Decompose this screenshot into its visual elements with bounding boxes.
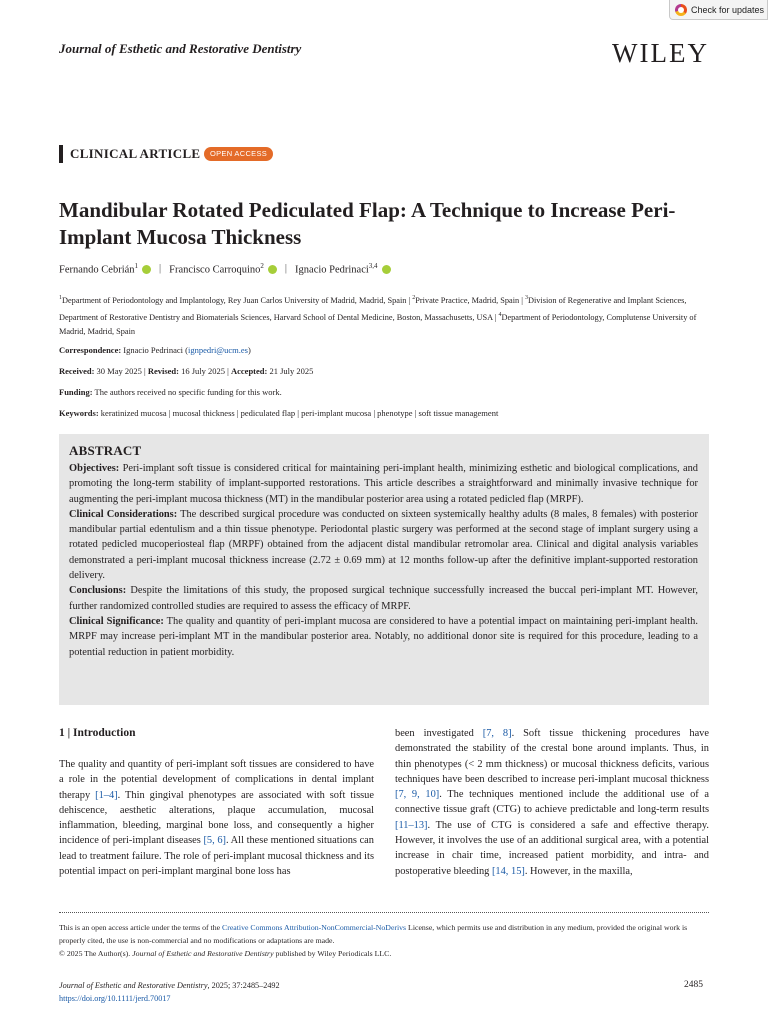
article-type-bar [59,145,63,163]
abstract-conclusions: Conclusions: Despite the limitations of this study, the proposed surgical technique successfully increased the buccal peri-implant MT. However, further randomized controlled studies are required to assess the efficacy of MRPF. [69,585,698,612]
keywords: Keywords: keratinized mucosa | mucosal thickness | pediculated flap | peri-implant mucosa | phenotype | soft tissue management [59,408,499,418]
article-dates: Received: 30 May 2025 | Revised: 16 July 2025 | Accepted: 21 July 2025 [59,366,314,376]
license-link[interactable]: Creative Commons Attribution-NonCommercial-NoDerivs [222,923,407,932]
article-type: CLINICAL ARTICLE [70,146,201,161]
author-name[interactable]: Fernando Cebrián$^1$ [59,262,139,276]
affiliations: $^1$Department of Periodontology and Implantology, Rey Juan Carlos University of Madrid, Madrid, Spain | $^2$Private Practice, Madrid, Spain | $^3$Division of Regenerative and Implant Sciences, Department of Restorative Dentistry and Biomaterials Sciences, Harvard School of Dental Medicine, Boston, Massachusetts, USA | $^4$Department of Periodontology, Complutense University of Madrid, Madrid, Spain [59,295,697,336]
author-list [59,262,391,276]
author-name[interactable]: Ignacio Pedrinaci$^{3,4}$ [295,262,378,276]
citation-link[interactable]: [7, 8] [482,728,512,739]
copyright-notice: © 2025 The Author(s). Journal of Esthetic and Restorative Dentistry published by Wiley Periodicals LLC. [59,949,392,958]
citation-link[interactable]: [5, 6] [203,835,227,847]
abstract-box [59,434,709,705]
abstract-objectives: Objectives: Peri-implant soft tissue is considered critical for maintaining peri-implant health, minimizing esthetic and biological complications, and promoting the long-term stability of implant-supported restorations. This article describes a straightforward and minimally invasive technique for augmenting the peri-implant mucosa thickness (MT) in the mandibular posterior area using a rotated pedicled flap (MRPF). [69,463,698,505]
orcid-icon[interactable] [268,265,277,274]
author-separator: | [159,263,162,275]
check-for-updates-button[interactable] [669,0,768,20]
author-name[interactable]: Francisco Carroquino$^2$ [169,262,264,276]
crossmark-icon [675,4,687,16]
citation-link[interactable]: [7, 9, 10] [395,789,440,801]
check-for-updates-label: Check for updates [691,4,765,15]
citation-link[interactable]: [11–13] [395,819,428,831]
abstract-clinical-considerations: Clinical Considerations: The described surgical procedure was conducted on sixteen systemically healthy adults (8 males, 8 females) with posterior mandibular partial edentulism and a thin tissue phenotype. Periodontal plastic surgery was performed at the second stage of implant surgery using a rotated pedicled mucoperiosteal flap (MRPF) obtained from the adjacent distal mandibular retromolar area. Clinical and digital analysis variables demonstrated a peri-implant mucosal thickness increase (2.72 ± 0.69 mm) at 12 months follow-up after the definitive implant-supported restoration delivery. [69,508,698,582]
citation-link[interactable]: [14, 15] [491,865,525,877]
body-column-left: The quality and quantity of peri-implant soft tissues are considered to have a role in the potential development of complications in dental implant therapy [1–4]. Thin gingival phenotypes are associated with soft tissue dehiscence, aesthetic alterations, plaque accumulation, mucosal inflammation, bleeding, marginal bone loss, and consequently a higher incidence of peri-implant diseases [5, 6]. All these mentioned situations can lead to treatment failure. The role of peri-implant mucosal thickness and its potential impact on peri-implant marginal bone loss has [59,759,374,878]
footnote-divider [59,912,709,913]
email-link[interactable]: ignpedri@ucm.es [187,345,248,355]
author-separator: | [284,263,288,275]
section-heading: 1 | Introduction [59,727,136,739]
correspondence: Correspondence: Ignacio Pedrinaci (ignpedri@ucm.es) [59,345,251,355]
article-title: Mandibular Rotated Pediculated Flap: A Technique to Increase Peri-Implant Mucosa Thickness [59,198,676,249]
page-number: 2485 [684,980,703,990]
orcid-icon[interactable] [142,265,151,274]
funding: Funding: The authors received no specific funding for this work. [59,387,282,397]
abstract-clinical-significance: Clinical Significance: The quality and quantity of peri-implant mucosa are considered to have a potential impact on maintaining peri-implant health. MRPF may increase peri-implant MT in the mandibular posterior area. Notably, no additional donor site is required for this procedure, leading to a potential reduction in patient morbidity. [69,615,698,658]
abstract-heading: ABSTRACT [69,443,142,458]
body-column-right: been investigated [7, 8]. Soft tissue thickening procedures have demonstrated the stability of the crestal bone around implants. Thus, in thin phenotypes (< 2 mm thickness) or mucosal thickness deficits, various techniques have been described to increase peri-implant mucosal thickness [7, 9, 10]. The techniques mentioned include the additional use of a connective tissue graft (CTG) to achieve predictable and long-term results [11–13]. The use of CTG is considered a safe and effective therapy. However, it involves the use of an additional surgical area, with a potential increase in chair time, increased patient morbidity, and intra- and postoperative bleeding [14, 15]. However, in the maxilla, [395,728,710,877]
citation-link[interactable]: [1–4] [95,789,118,801]
open-access-badge: OPEN ACCESS [204,147,273,161]
license-notice: This is an open access article under the terms of the Creative Commons Attribution-NonCommercial-NoDerivs License, which permits use and distribution in any medium, provided the original work is properly cited, the use is non-commercial and no modifications or adaptations are made. © 2025 The Author(s). Journal of Esthetic and Restorative Dentistry published by Wiley Periodicals LLC. [59,921,709,960]
doi-link[interactable]: https://doi.org/10.1111/jerd.70017 [59,993,171,1003]
publisher-logo: WILEY [612,38,709,68]
footer-citation: Journal of Esthetic and Restorative Dentistry, 2025; 37:2485–2492 https://doi.org/10.1111/jerd.70017 [59,980,280,1005]
orcid-icon[interactable] [382,265,391,274]
journal-name: Journal of Esthetic and Restorative Dentistry [59,41,302,56]
